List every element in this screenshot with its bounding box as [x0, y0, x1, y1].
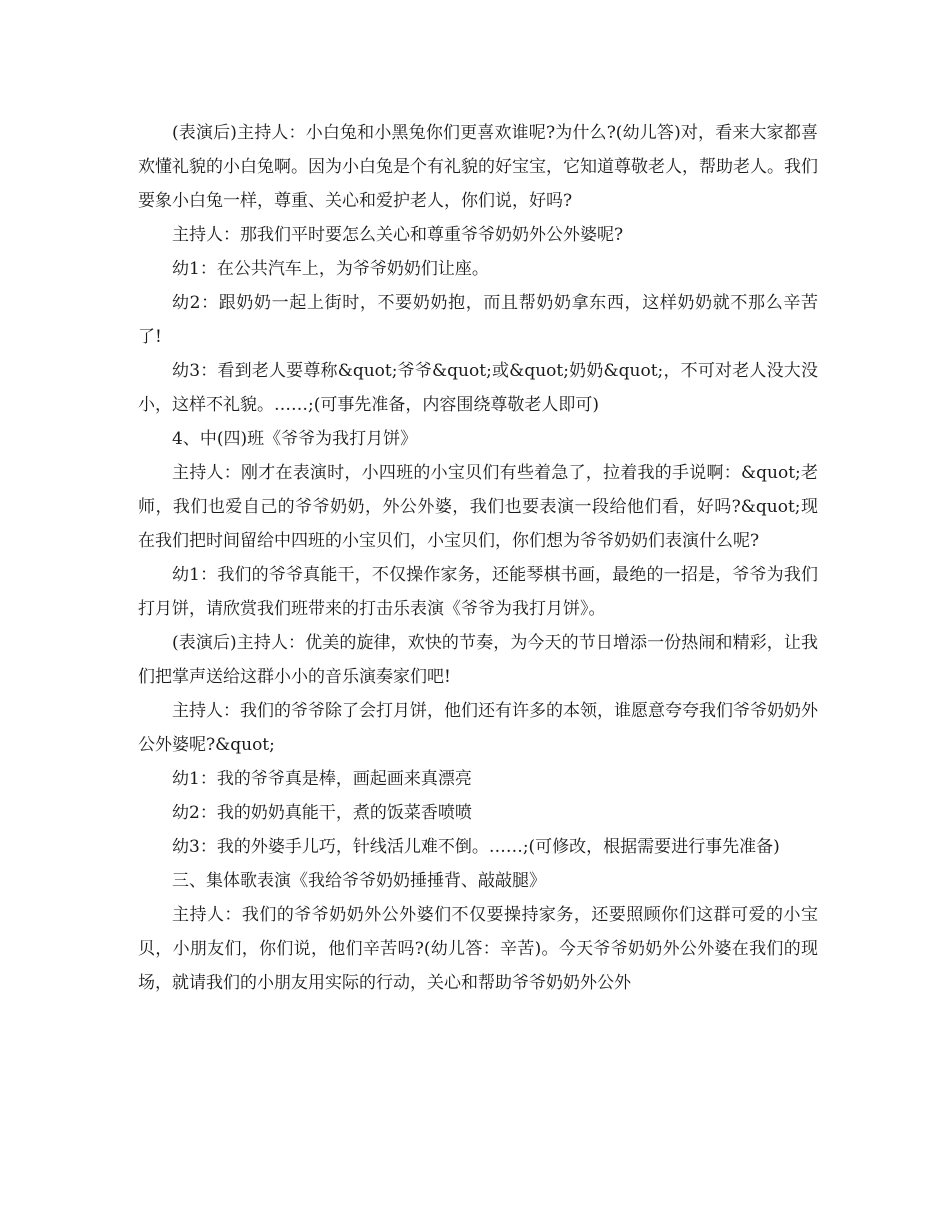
section-heading-4: 4、中(四)班《爷爷为我打月饼》: [172, 429, 418, 449]
paragraph-11: 幼1：我的爷爷真是棒，画起画来真漂亮: [172, 769, 472, 789]
paragraph-13: 幼3：我的外婆手儿巧，针线活儿难不倒。……;(可修改，根据需要进行事先准备): [172, 837, 780, 857]
paragraph-5: 幼3：看到老人要尊称&quot;爷爷&quot;或&quot;奶奶&quot;，不可对老人没大没小，这样不礼貌。……;(可事先准备，内容围绕尊敬老人即可): [138, 361, 818, 415]
paragraph-10: 主持人：我们的爷爷除了会打月饼，他们还有许多的本领，谁愿意夸夸我们爷爷奶奶外公外婆呢?&quot;: [138, 701, 818, 755]
paragraph-3: 幼1：在公共汽车上，为爷爷奶奶们让座。: [172, 259, 489, 279]
paragraph-8: 幼1：我们的爷爷真能干，不仅操作家务，还能琴棋书画，最绝的一招是，爷爷为我们打月饼，请欣赏我们班带来的打击乐表演《爷爷为我打月饼》。: [138, 565, 818, 619]
paragraph-9: (表演后)主持人：优美的旋律，欢快的节奏，为今天的节日增添一份热闹和精彩，让我们把掌声送给这群小小的音乐演奏家们吧!: [138, 633, 818, 687]
document-body: [138, 116, 818, 1000]
paragraph-7: 主持人：刚才在表演时，小四班的小宝贝们有些着急了，拉着我的手说啊：&quot;老师，我们也爱自己的爷爷奶奶，外公外婆，我们也要表演一段给他们看，好吗?&quot;现在我们把时间留给中四班的小宝贝们，小宝贝们，你们想为爷爷奶奶们表演什么呢?: [138, 463, 818, 551]
paragraph-1: (表演后)主持人：小白兔和小黑兔你们更喜欢谁呢?为什么?(幼儿答)对，看来大家都喜欢懂礼貌的小白兔啊。因为小白兔是个有礼貌的好宝宝，它知道尊敬老人，帮助老人。我们要象小白兔一样，尊重、关心和爱护老人，你们说，好吗?: [138, 123, 818, 211]
paragraph-2: 主持人：那我们平时要怎么关心和尊重爷爷奶奶外公外婆呢?: [172, 225, 624, 245]
section-heading-3: 三、集体歌表演《我给爷爷奶奶捶捶背、敲敲腿》: [172, 871, 546, 891]
paragraph-4: 幼2：跟奶奶一起上街时，不要奶奶抱，而且帮奶奶拿东西，这样奶奶就不那么辛苦了!: [138, 293, 818, 347]
paragraph-12: 幼2：我的奶奶真能干，煮的饭菜香喷喷: [172, 803, 472, 823]
paragraph-15: 主持人：我们的爷爷奶奶外公外婆们不仅要操持家务，还要照顾你们这群可爱的小宝贝，小朋友们，你们说，他们辛苦吗?(幼儿答：辛苦)。今天爷爷奶奶外公外婆在我们的现场，就请我们的小朋友用实际的行动，关心和帮助爷爷奶奶外公外: [138, 905, 818, 993]
